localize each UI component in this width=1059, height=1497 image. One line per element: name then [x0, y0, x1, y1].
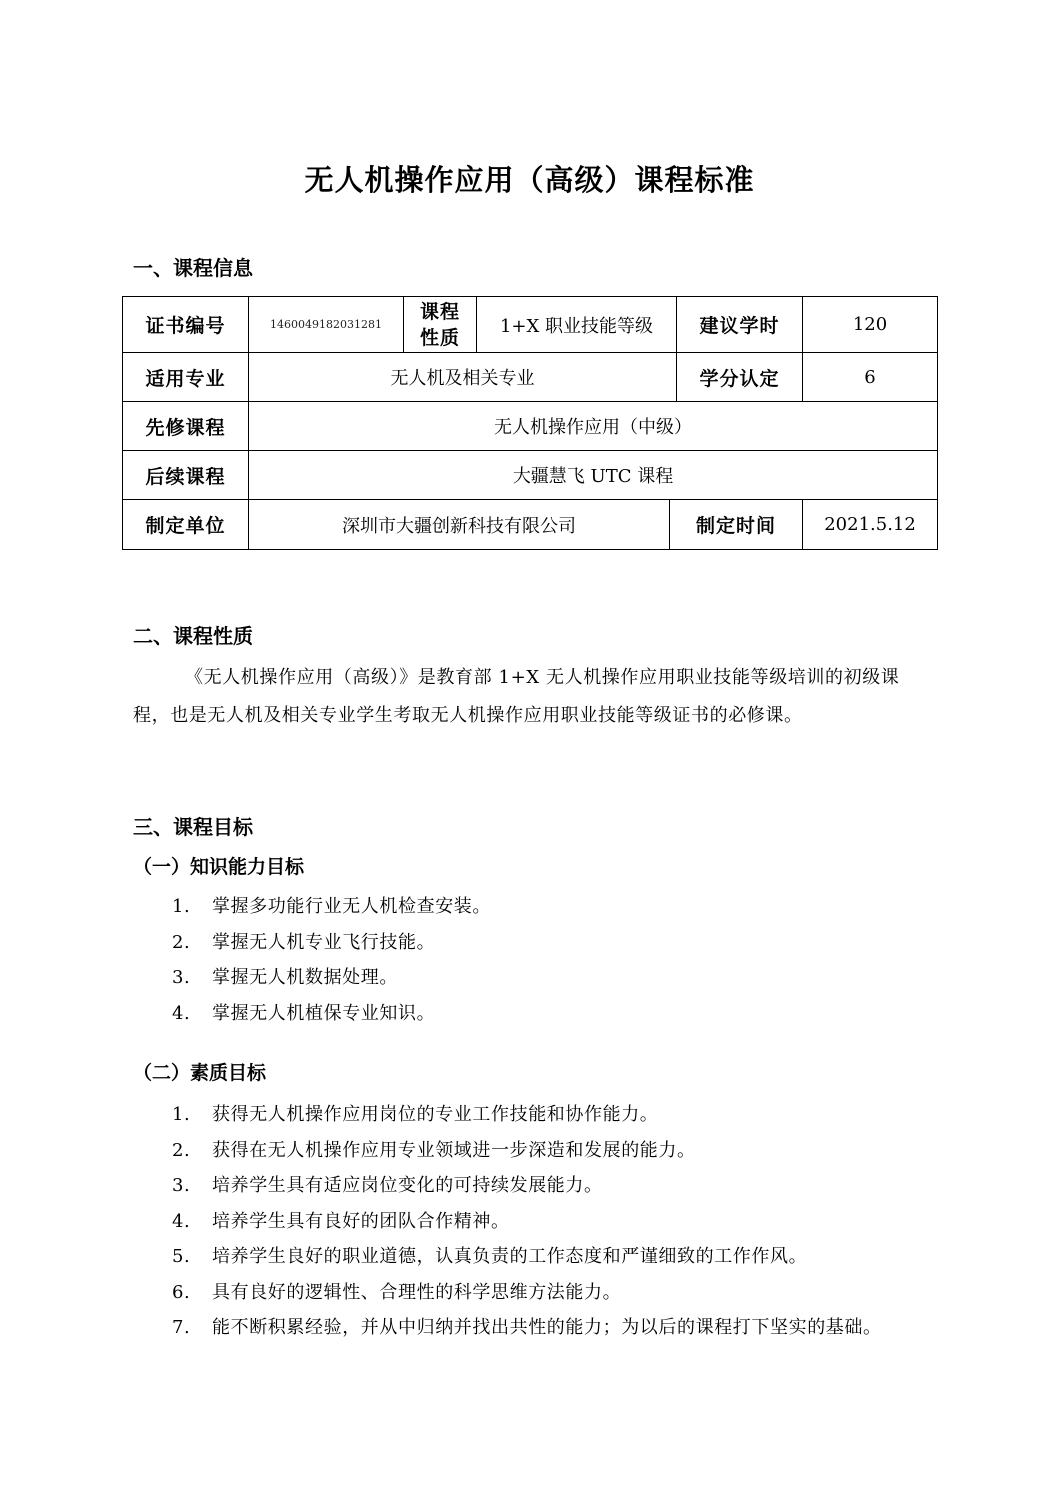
list-item: [172, 925, 932, 961]
section-heading-course-info: 一、课程信息: [133, 256, 253, 280]
credit-label: 学分认定: [677, 353, 803, 402]
list-item: [172, 1097, 932, 1133]
course-nature-label-line2: 性质: [419, 326, 460, 349]
list-item-number: 2.: [172, 1139, 191, 1161]
follow-up-value: 大疆慧飞 UTC 课程: [249, 451, 938, 500]
applicable-major-label: 适用专业: [123, 353, 249, 402]
list-item-text: 培养学生具有良好的团队合作精神。: [212, 1210, 510, 1232]
table-row: [123, 353, 938, 402]
list-item-number: 5.: [172, 1246, 191, 1267]
list-item: [172, 1168, 932, 1204]
list-item: [172, 1204, 932, 1240]
cert-number-label: 证书编号: [123, 297, 249, 353]
credit-value: 6: [803, 353, 938, 402]
list-item-text: 掌握多功能行业无人机检查安装。: [212, 896, 491, 917]
list-item-number: 6.: [172, 1281, 191, 1303]
prerequisite-value: 无人机操作应用（中级）: [249, 402, 938, 451]
cert-number-value: 1460049182031281: [249, 297, 404, 353]
list-item: [172, 889, 932, 925]
list-item-text: 具有良好的逻辑性、合理性的科学思维方法能力。: [212, 1281, 622, 1303]
table-row: [123, 451, 938, 500]
unit-value: 深圳市大疆创新科技有限公司: [249, 500, 670, 550]
list-item-text: 掌握无人机植保专业知识。: [212, 1002, 436, 1024]
course-nature-label: [404, 297, 477, 353]
list-item: [172, 960, 932, 996]
applicable-major-value: 无人机及相关专业: [249, 353, 677, 402]
course-nature-label-line1: 课程: [419, 300, 460, 323]
knowledge-goals-list: [172, 889, 932, 1031]
course-nature-paragraph: 《无人机操作应用（高级）》是教育部 1+X 无人机操作应用职业技能等级培训的初级课程，也是无人机及相关专业学生考取无人机操作应用职业技能等级证书的必修课。: [133, 667, 900, 726]
date-value: 2021.5.12: [803, 500, 938, 550]
list-item-number: 4.: [172, 1210, 191, 1232]
list-item-number: 4.: [172, 1002, 191, 1024]
list-item-text: 培养学生具有适应岗位变化的可持续发展能力。: [212, 1175, 603, 1196]
list-item-text: 能不断积累经验，并从中归纳并找出共性的能力；为以后的课程打下坚实的基础。: [212, 1317, 882, 1338]
list-item-number: 1.: [172, 1104, 191, 1125]
list-item: [172, 1275, 932, 1311]
document-title: 无人机操作应用（高级）课程标准: [304, 163, 755, 197]
list-item-number: 3.: [172, 1175, 191, 1196]
subheading-quality-goals: （二）素质目标: [133, 1062, 267, 1084]
unit-label: 制定单位: [123, 500, 249, 550]
section-heading-course-goals: 三、课程目标: [133, 815, 253, 839]
list-item-text: 获得无人机操作应用岗位的专业工作技能和协作能力。: [212, 1104, 659, 1125]
list-item-text: 掌握无人机数据处理。: [212, 967, 398, 988]
prerequisite-label: 先修课程: [123, 402, 249, 451]
subheading-knowledge-goals: （一）知识能力目标: [133, 856, 305, 878]
suggested-hours-label: 建议学时: [677, 297, 803, 353]
suggested-hours-value: 120: [803, 297, 938, 353]
list-item-number: 7.: [172, 1317, 191, 1338]
list-item-number: 2.: [172, 931, 191, 953]
list-item-text: 培养学生良好的职业道德，认真负责的工作态度和严谨细致的工作作风。: [212, 1246, 808, 1267]
table-row: [123, 500, 938, 550]
table-row: [123, 297, 938, 353]
follow-up-label: 后续课程: [123, 451, 249, 500]
list-item: [172, 1239, 932, 1275]
list-item: [172, 1133, 932, 1169]
quality-goals-list: [172, 1097, 932, 1346]
list-item-text: 获得在无人机操作应用专业领域进一步深造和发展的能力。: [212, 1139, 696, 1161]
list-item-number: 3.: [172, 967, 191, 988]
course-info-table: [122, 296, 938, 550]
list-item: [172, 1310, 932, 1346]
list-item-text: 掌握无人机专业飞行技能。: [212, 931, 436, 953]
table-row: [123, 402, 938, 451]
date-label: 制定时间: [670, 500, 803, 550]
list-item: [172, 996, 932, 1032]
section-heading-course-nature: 二、课程性质: [133, 624, 253, 648]
list-item-number: 1.: [172, 896, 191, 917]
course-nature-value: 1+X 职业技能等级: [477, 297, 677, 353]
